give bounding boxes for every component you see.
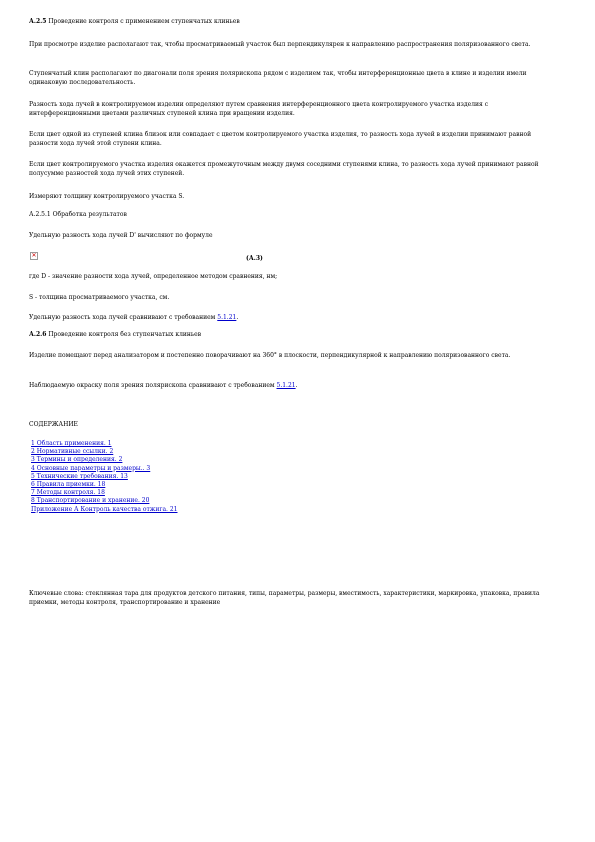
toc-item[interactable]: 2 Нормативные ссылки. 2	[31, 448, 114, 456]
reference-link[interactable]: 5.1.21	[276, 382, 296, 389]
toc-item[interactable]: 3 Термины и определения. 2	[31, 456, 123, 464]
section-title: Проведение контроля без ступенчатых клиньев	[46, 331, 202, 338]
section-heading-a26	[29, 330, 559, 339]
broken-image-icon: ✕	[31, 252, 37, 259]
section-heading-a25	[29, 17, 559, 26]
equation-number: (А.3)	[246, 255, 263, 262]
subsection-heading: А.2.5.1 Обработка результатов	[29, 211, 127, 218]
paragraph: Если цвет контролируемого участка изделия окажется промежуточным между двумя соседними ступенями клина, то разность хода лучей принимают равной полусумме разностей хода лучей этих ступеней.	[29, 161, 539, 177]
toc-item[interactable]: 7 Методы контроля. 18	[31, 489, 105, 497]
table-of-contents	[31, 440, 431, 514]
toc-heading: СОДЕРЖАНИЕ	[29, 421, 78, 428]
paragraph: Разность хода лучей в контролируемом изделии определяют путем сравнения интерференционного цвета контролируемого участка изделия с интерференционными цветами различных ступеней клина при вращении изделия.	[29, 101, 489, 117]
paragraph: S - толщина просматриваемого участка, см.	[29, 294, 170, 301]
paragraph: Ступенчатый клин располагают по диагонали поля зрения полярископа рядом с изделием так, чтобы интерференционные цвета в клине и изделии имели одинаковую последовательность.	[29, 70, 527, 86]
toc-item[interactable]: 4 Основные параметры и размеры.. 3	[31, 464, 151, 472]
paragraph: Удельную разность хода лучей D' вычисляют по формуле	[29, 232, 213, 239]
toc-item[interactable]: 1 Область применения. 1	[31, 440, 112, 447]
paragraph: Если цвет одной из ступеней клина близок или совпадает с цветом контролируемого участка изделия, то разность хода лучей в изделии принимают равной разности хода лучей этой ступени клина.	[29, 131, 532, 147]
paragraph: Наблюдаемую окраску поля зрения полярископа сравнивают с требованием 5.1.21.	[29, 382, 298, 389]
toc-item[interactable]: Приложение А Контроль качества отжига. 21	[31, 505, 178, 513]
toc-item[interactable]: 8 Транспортирование и хранение. 20	[31, 497, 150, 505]
paragraph: где D - значение разности хода лучей, определенное методом сравнения, нм;	[29, 273, 278, 280]
toc-item[interactable]: 5 Технические требования. 13	[31, 472, 128, 480]
reference-link[interactable]: 5.1.21	[217, 314, 237, 321]
paragraph: При просмотре изделие располагают так, чтобы просматриваемый участок был перпендикулярен к направлению распространения поляризованного света.	[29, 41, 531, 48]
paragraph: Изделие помещают перед анализатором и постепенно поворачивают на 360° в плоскости, перпендикулярной к направлению поляризованного света.	[29, 352, 511, 359]
keywords-paragraph: Ключевые слова: стеклянная тара для продуктов детского питания, типы, параметры, размеры, вместимость, характеристики, маркировка, упаковка, правила приемки, методы контроля, транспортирование и хранение	[29, 590, 540, 606]
section-number: А.2.6	[29, 331, 47, 338]
section-title: Проведение контроля с применением ступенчатых клиньев	[46, 18, 240, 25]
paragraph: Удельную разность хода лучей сравнивают с требованием 5.1.21.	[29, 314, 239, 321]
section-number: А.2.5	[29, 18, 47, 25]
toc-item[interactable]: 6 Правила приемки. 18	[31, 481, 106, 489]
paragraph: Измеряют толщину контролируемого участка S.	[29, 193, 185, 200]
